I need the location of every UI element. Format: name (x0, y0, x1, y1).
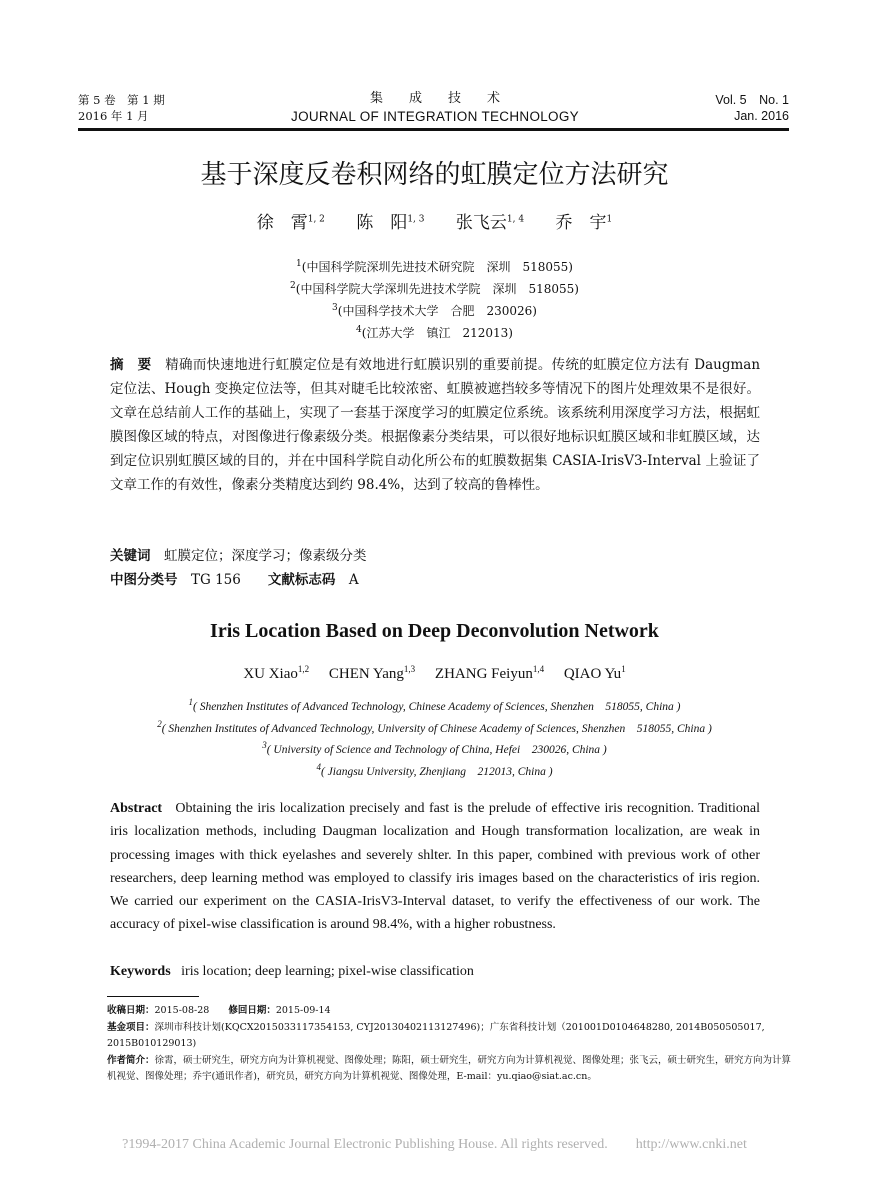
paper-title-cn: 基于深度反卷积网络的虹膜定位方法研究 (200, 160, 669, 190)
classification-cn (110, 568, 359, 592)
author-cn: 乔 宇$^1$ (555, 213, 613, 233)
fund-text: 深圳市科技计划(KQCX2015033117354153, CYJ20130402113127496)；广东省科技计划（201001D0104648280, 2014B050505017, 2015B010129013) (107, 1021, 765, 1049)
copyright-watermark: ?1994-2017 China Academic Journal Electronic Publishing House. All rights reserved. http://www.cnki.net (122, 1137, 747, 1152)
author-cn: 陈 阳$^{1, 3}$ (356, 213, 425, 233)
affiliation-cn: $^4$(江苏大学 镇江 212013) (356, 325, 513, 340)
keywords-label-en: Keywords (110, 964, 171, 979)
doc-code-label: 文献标志码 (267, 572, 336, 588)
abstract-en (110, 797, 760, 937)
author-en: XU Xiao$^{1,2}$ (243, 664, 310, 682)
footnote-dates: 收稿日期：2015-08-28 修回日期：2015-09-14 (107, 1005, 331, 1016)
affiliation-list-en (0, 697, 869, 783)
author-list-en (0, 663, 869, 685)
abstract-label-cn: 摘 要 (110, 357, 152, 373)
author-en: ZHANG Feiyun$^{1,4}$ (434, 664, 545, 682)
affiliation-en: $^3$( University of Science and Technology of China, Hefei 230026, China ) (262, 740, 607, 756)
abstract-text-en: Obtaining the iris localization precisely and fast is the prelude of effective iris recognition. Traditional iris localization methods, including Daugman localization and Hough transformation localization, are weak in processing images with thick eyelashes and severely shlter. In this paper, combined with previous work of other researchers, deep learning method was employed to classify iris images based on the characteristics of iris region. We carried our experiment on the CASIA-IrisV3-Interval dataset, to verify the effectiveness of our work. The accuracy of pixel-wise classification is around 98.4%, with a higher robustness. (110, 801, 760, 933)
affiliation-cn: $^3$(中国科学技术大学 合肥 230026) (332, 303, 537, 318)
keywords-en (110, 961, 474, 983)
journal-name-cn: 集成技术 (369, 91, 526, 106)
clc-value: TG 156 (191, 572, 241, 588)
journal-name (260, 90, 610, 126)
date-en: Jan. 2016 (734, 109, 789, 123)
volume-en: Vol. 5 No. 1 (715, 93, 789, 107)
footnote-fund: 基金项目：深圳市科技计划(KQCX2015033117354153, CYJ20130402113127496)；广东省科技计划（201001D0104648280, 2014B050505017, 2015B010129013) (107, 1021, 765, 1049)
author-en: CHEN Yang$^{1,3}$ (328, 664, 416, 682)
abstract-cn (110, 353, 760, 497)
affiliation-cn: $^2$(中国科学院大学深圳先进技术学院 深圳 518055) (290, 281, 579, 296)
author-bios: 徐霄，硕士研究生，研究方向为计算机视觉、图像处理；陈阳，硕士研究生，研究方向为计算机视觉、图像处理；张飞云，硕士研究生，研究方向为计算机视觉、图像处理；乔宇(通讯作者)，研究员，研究方向为计算机视觉、图像处理，E-mail：yu.qiao@siat.ac.cn。 (107, 1054, 792, 1082)
issue-cn: 第 5 卷 第 1 期 (78, 93, 165, 107)
keywords-text-cn: 虹膜定位；深度学习；像素级分类 (164, 548, 367, 564)
footnotes (107, 1003, 792, 1086)
author-cn: 张飞云$^{1, 4}$ (455, 213, 525, 233)
footnote-authors: 作者简介：徐霄，硕士研究生，研究方向为计算机视觉、图像处理；陈阳，硕士研究生，研究方向为计算机视觉、图像处理；张飞云，硕士研究生，研究方向为计算机视觉、图像处理；乔宇(通讯作者)，研究员，研究方向为计算机视觉、图像处理，E-mail：yu.qiao@siat.ac.cn。 (107, 1054, 792, 1082)
header-issue-info (78, 92, 165, 124)
header-rule (78, 128, 789, 131)
doc-code-value: A (348, 572, 359, 588)
abstract-text-cn: 精确而快速地进行虹膜定位是有效地进行虹膜识别的重要前提。传统的虹膜定位方法有 Daugman 定位法、Hough 变换定位法等，但其对睫毛比较浓密、虹膜被遮挡较多等情况下的图片处理效果不是很好。文章在总结前人工作的基础上，实现了一套基于深度学习的虹膜定位系统。该系统利用深度学习方法，根据虹膜图像区域的特点，对图像进行像素级分类。根据像素分类结果，可以很好地标识虹膜区域和非虹膜区域，达到定位识别虹膜区域的目的，并在中国科学院自动化所公布的虹膜数据集 CASIA-IrisV3-Interval 上验证了文章工作的有效性，像素分类精度达到约 98.4%，达到了较高的鲁棒性。 (110, 357, 761, 493)
affiliation-list-cn (0, 256, 869, 344)
author-cn: 徐 霄$^{1, 2}$ (256, 213, 325, 233)
author-list-cn (0, 210, 869, 236)
clc-label: 中图分类号 (110, 572, 178, 588)
keywords-text-en: iris location; deep learning; pixel-wise classification (181, 964, 474, 979)
journal-name-en: JOURNAL OF INTEGRATION TECHNOLOGY (291, 109, 579, 124)
keywords-cn (110, 544, 367, 568)
abstract-label-en: Abstract (110, 801, 163, 816)
received-date: 2015-08-28 (154, 1005, 210, 1016)
date-cn: 2016 年 1 月 (78, 109, 149, 123)
affiliation-en: $^4$( Jiangsu University, Zhenjiang 212013, China ) (316, 761, 553, 778)
keywords-label-cn: 关键词 (110, 548, 151, 564)
paper-title-en: Iris Location Based on Deep Deconvolution Network (210, 620, 659, 642)
affiliation-cn: $^1$(中国科学院深圳先进技术研究院 深圳 518055) (296, 259, 573, 274)
revised-date: 2015-09-14 (275, 1005, 331, 1016)
header-volume-info (715, 92, 789, 124)
footnote-rule (107, 996, 199, 997)
author-en: QIAO Yu$^1$ (563, 664, 626, 682)
affiliation-en: $^1$( Shenzhen Institutes of Advanced Technology, Chinese Academy of Sciences, Shenzhen 518055, China ) (188, 697, 681, 713)
affiliation-en: $^2$( Shenzhen Institutes of Advanced Technology, University of Chinese Academy of Sciences, Shenzhen 518055, China ) (157, 718, 712, 735)
